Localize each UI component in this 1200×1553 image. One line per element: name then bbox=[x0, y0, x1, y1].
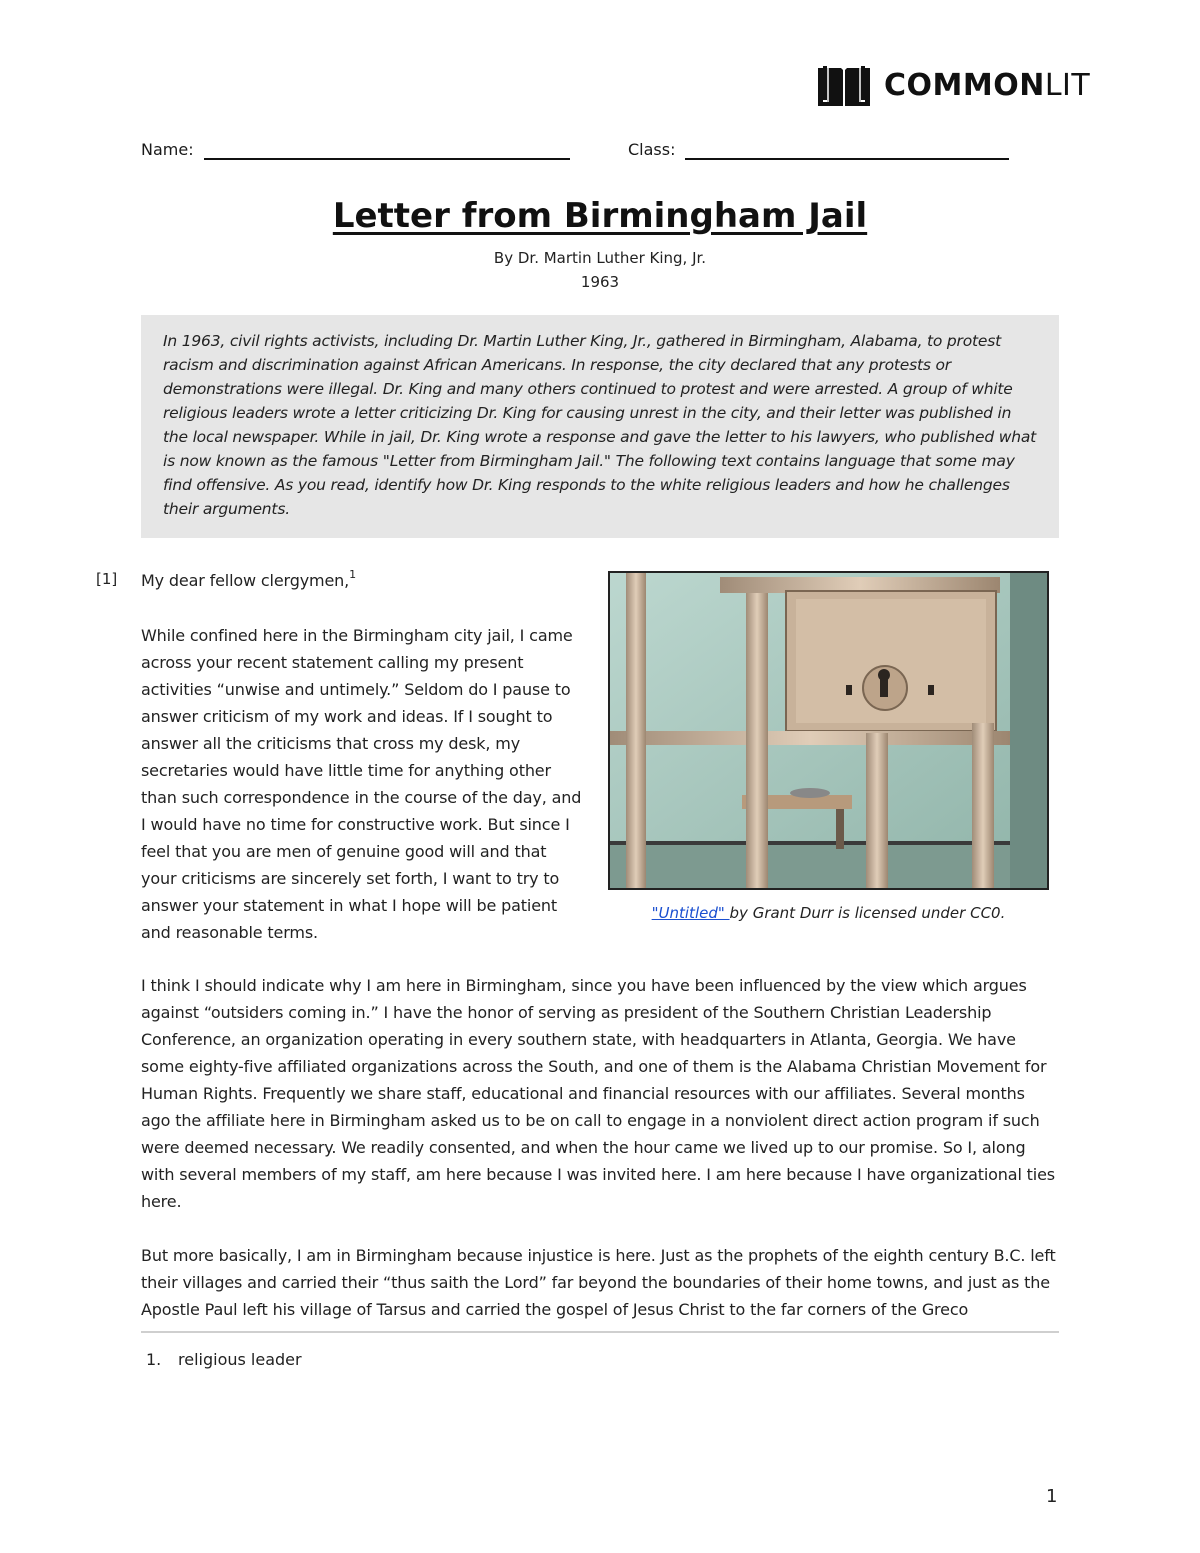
salutation-text: My dear fellow clergymen, bbox=[141, 571, 350, 590]
image-license-text: by Grant Durr is licensed under CC0. bbox=[729, 904, 1006, 922]
class-field[interactable] bbox=[628, 140, 1009, 160]
name-field[interactable] bbox=[141, 140, 570, 160]
document-title: Letter from Birmingham Jail bbox=[332, 196, 868, 236]
logo-text-bold: COMMON bbox=[884, 68, 1045, 103]
jail-cell-photo bbox=[608, 571, 1049, 890]
body-paragraph-2: I think I should indicate why I am here in Birmingham, since you have been influenced by the view which argues against “outsiders coming in.” I have the honor of serving as president of the Southern Christian Leadership Conference, an organization operating in every southern state, with headquarters in Atlanta, Georgia. We have some eighty-five affiliated organizations across the South, and one of them is the Alabama Christian Movement for Human Rights. Frequently we share staff, educational and financial resources with our affiliates. Several months ago the affiliate here in Birmingham asked us to be on call to engage in a nonviolent direct action program if such were deemed necessary. We readily consented, and when the hour came we lived up to our promise. So I, along with several members of my staff, am here because I was invited here. I am here because I have organizational ties here. bbox=[141, 976, 1055, 1211]
salutation bbox=[141, 567, 581, 594]
image-source-link[interactable]: "Untitled" bbox=[651, 904, 730, 922]
body-paragraph-1: While confined here in the Birmingham city jail, I came across your recent statement calling my present activities “unwise and untimely.” Seldom do I pause to answer criticism of my work and ideas. If I sought to answer all the criticisms that cross my desk, my secretaries would have little time for anything other than such correspondence in the course of the day, and I would have no time for constructive work. But since I feel that you are men of genuine good will and that your criticisms are sincerely set forth, I want to try to answer your statement in what I hope will be patient and reasonable terms. bbox=[141, 626, 582, 942]
intro-box bbox=[141, 315, 1059, 538]
commonlit-logo bbox=[816, 64, 1090, 108]
class-input-line[interactable] bbox=[685, 140, 1009, 160]
intro-text: In 1963, civil rights activists, including Dr. Martin Luther King, Jr., gathered in Birmingham, Alabama, to protest racism and discrimination against African Americans. In response, the city declared that any protests or demonstrations were illegal. Dr. King and many others continued to protest and were arrested. A group of white religious leaders wrote a letter criticizing Dr. King for causing unrest in the city, and their letter was published in the local newspaper. While in jail, Dr. King wrote a response and gave the letter to his lawyers, who published what is now known as the famous "Letter from Birmingham Jail." The following text contains language that some may find offensive. As you read, identify how Dr. King responds to the white religious leaders and how he challenges their arguments. bbox=[163, 332, 1037, 518]
footnote-divider bbox=[141, 1331, 1059, 1333]
body-paragraph-3: But more basically, I am in Birmingham because injustice is here. Just as the prophets of the eighth century B.C. left their villages and carried their “thus saith the Lord” far beyond the boundaries of their home towns, and just as the Apostle Paul left his village of Tarsus and carried the gospel of Jesus Christ to the far corners of the Greco bbox=[141, 1246, 1056, 1319]
logo-text-light: LIT bbox=[1044, 68, 1091, 103]
logo-wordmark bbox=[884, 64, 1090, 108]
open-book-icon bbox=[816, 64, 872, 108]
class-label: Class: bbox=[628, 140, 676, 159]
paragraph-number: [1] bbox=[96, 570, 118, 588]
image-caption bbox=[608, 904, 1049, 922]
footnote-ref[interactable]: 1 bbox=[349, 568, 356, 581]
name-label: Name: bbox=[141, 140, 194, 159]
author-line: By Dr. Martin Luther King, Jr. bbox=[493, 249, 707, 267]
page-number: 1 bbox=[1046, 1486, 1058, 1507]
footnote-number: 1. bbox=[146, 1350, 162, 1369]
year-line: 1963 bbox=[580, 273, 620, 291]
footnote-text: religious leader bbox=[178, 1350, 302, 1369]
name-input-line[interactable] bbox=[204, 140, 570, 160]
